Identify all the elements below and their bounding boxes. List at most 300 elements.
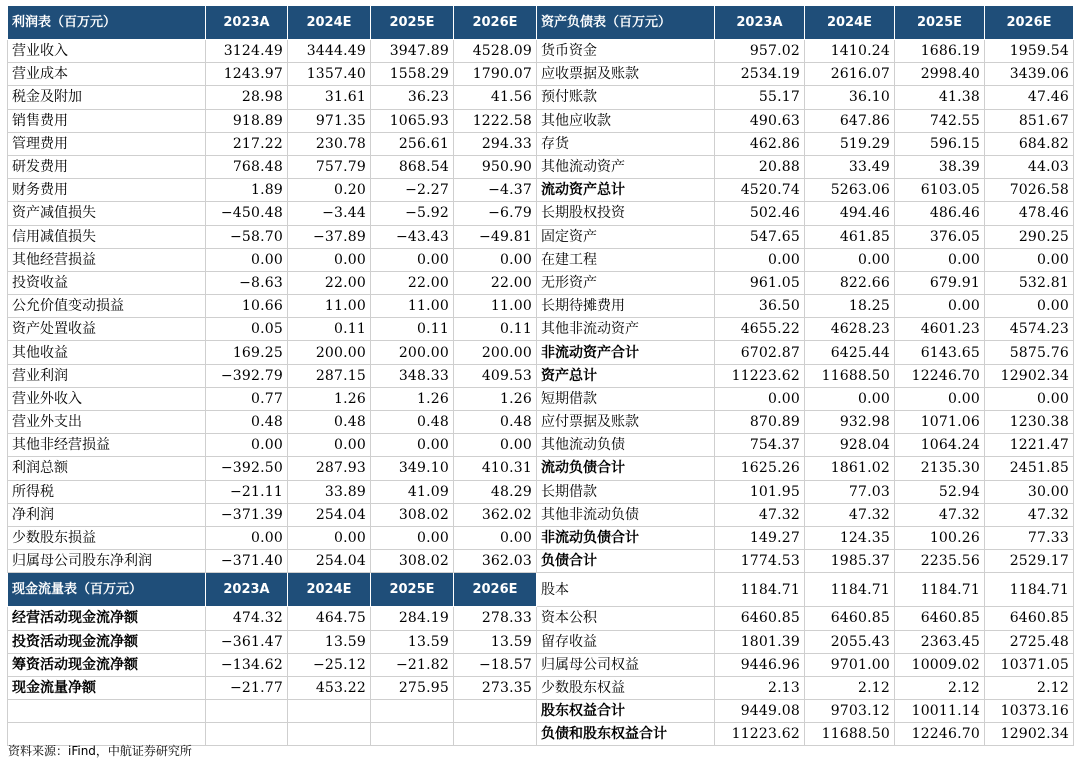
income-item-value: 1790.07 — [454, 63, 537, 86]
income-item-value: 10.66 — [206, 295, 288, 318]
income-item-value: 3947.89 — [371, 40, 454, 63]
income-item-value: −371.39 — [206, 503, 288, 526]
income-item-name: 归属母公司股东净利润 — [8, 550, 206, 573]
balance-item-value: 10371.05 — [985, 653, 1074, 676]
balance-item-value: 4574.23 — [985, 318, 1074, 341]
balance-item-name: 其他流动负债 — [537, 434, 715, 457]
balance-item-name: 在建工程 — [537, 248, 715, 271]
income-item-value: 22.00 — [371, 271, 454, 294]
income-item-value: 348.33 — [371, 364, 454, 387]
income-item-value: 254.04 — [288, 503, 371, 526]
year-header: 2023A — [206, 6, 288, 40]
table-row — [8, 63, 1074, 86]
balance-item-value: 519.29 — [805, 132, 895, 155]
balance-item-value: 47.32 — [895, 503, 985, 526]
empty-cell — [454, 723, 537, 746]
income-item-name: 经营活动现金流净额 — [8, 607, 206, 630]
balance-item-name: 长期借款 — [537, 480, 715, 503]
balance-item-value: 47.46 — [985, 86, 1074, 109]
balance-item-value: 1071.06 — [895, 411, 985, 434]
balance-item-value: 932.98 — [805, 411, 895, 434]
balance-item-value: 1184.71 — [805, 573, 895, 607]
balance-item-value: 1221.47 — [985, 434, 1074, 457]
income-item-value: 13.59 — [288, 630, 371, 653]
income-item-name: 公允价值变动损益 — [8, 295, 206, 318]
balance-item-value: 2616.07 — [805, 63, 895, 86]
balance-item-value: 2055.43 — [805, 630, 895, 653]
income-item-value: 200.00 — [288, 341, 371, 364]
income-statement-title: 利润表（百万元） — [8, 6, 206, 40]
income-item-value: 1357.40 — [288, 63, 371, 86]
balance-item-name: 其他非流动资产 — [537, 318, 715, 341]
balance-item-value: 961.05 — [715, 271, 805, 294]
balance-item-value: 6143.65 — [895, 341, 985, 364]
balance-item-value: 4655.22 — [715, 318, 805, 341]
income-item-value: 22.00 — [288, 271, 371, 294]
balance-item-value: 5263.06 — [805, 179, 895, 202]
balance-item-value: 2.12 — [805, 676, 895, 699]
year-header: 2025E — [895, 6, 985, 40]
income-item-value: 410.31 — [454, 457, 537, 480]
income-item-value: −21.77 — [206, 676, 288, 699]
balance-item-name: 其他流动资产 — [537, 155, 715, 178]
balance-item-value: 33.49 — [805, 155, 895, 178]
income-item-name: 营业成本 — [8, 63, 206, 86]
table-row — [8, 607, 1074, 630]
income-item-value: −134.62 — [206, 653, 288, 676]
balance-item-value: 596.15 — [895, 132, 985, 155]
balance-item-value: 4520.74 — [715, 179, 805, 202]
balance-item-value: 44.03 — [985, 155, 1074, 178]
balance-item-value: 376.05 — [895, 225, 985, 248]
header-row — [8, 6, 1074, 40]
balance-item-name: 归属母公司权益 — [537, 653, 715, 676]
balance-item-name: 负债和股东权益合计 — [537, 723, 715, 746]
income-item-value: 1.26 — [371, 387, 454, 410]
balance-item-value: 490.63 — [715, 109, 805, 132]
balance-item-name: 长期待摊费用 — [537, 295, 715, 318]
income-item-name: 筹资活动现金流净额 — [8, 653, 206, 676]
income-item-value: 13.59 — [371, 630, 454, 653]
income-item-name: 税金及附加 — [8, 86, 206, 109]
balance-item-value: 20.88 — [715, 155, 805, 178]
balance-item-value: 6702.87 — [715, 341, 805, 364]
balance-item-value: 1184.71 — [715, 573, 805, 607]
income-item-value: 273.35 — [454, 676, 537, 699]
table-row — [8, 630, 1074, 653]
income-item-value: 254.04 — [288, 550, 371, 573]
balance-item-value: 0.00 — [895, 248, 985, 271]
financial-statements-table — [7, 5, 1074, 746]
balance-item-value: 100.26 — [895, 526, 985, 549]
income-item-value: 1222.58 — [454, 109, 537, 132]
balance-item-value: 11688.50 — [805, 364, 895, 387]
income-item-name: 所得税 — [8, 480, 206, 503]
income-item-value: 0.00 — [454, 434, 537, 457]
income-item-name: 营业收入 — [8, 40, 206, 63]
balance-item-value: 6460.85 — [805, 607, 895, 630]
balance-item-name: 应付票据及账款 — [537, 411, 715, 434]
balance-item-name: 预付账款 — [537, 86, 715, 109]
income-item-value: −21.11 — [206, 480, 288, 503]
income-item-value: 0.77 — [206, 387, 288, 410]
balance-item-value: 7026.58 — [985, 179, 1074, 202]
income-item-value: 217.22 — [206, 132, 288, 155]
table-row — [8, 86, 1074, 109]
balance-item-name: 其他应收款 — [537, 109, 715, 132]
balance-item-value: 2.12 — [985, 676, 1074, 699]
income-item-value: −2.27 — [371, 179, 454, 202]
balance-item-value: 2.13 — [715, 676, 805, 699]
balance-item-value: 1064.24 — [895, 434, 985, 457]
income-item-name: 营业外收入 — [8, 387, 206, 410]
income-item-value: −49.81 — [454, 225, 537, 248]
income-item-value: 41.09 — [371, 480, 454, 503]
income-item-value: −43.43 — [371, 225, 454, 248]
income-item-value: −25.12 — [288, 653, 371, 676]
income-item-value: 275.95 — [371, 676, 454, 699]
balance-item-value: 754.37 — [715, 434, 805, 457]
table-row — [8, 700, 1074, 723]
year-header: 2023A — [206, 573, 288, 607]
income-item-value: 0.00 — [288, 526, 371, 549]
year-header: 2026E — [454, 6, 537, 40]
balance-item-value: 9449.08 — [715, 700, 805, 723]
income-item-value: 0.11 — [454, 318, 537, 341]
income-item-value: 0.00 — [371, 248, 454, 271]
income-item-value: 308.02 — [371, 550, 454, 573]
balance-item-value: 1861.02 — [805, 457, 895, 480]
table-row — [8, 503, 1074, 526]
table-row — [8, 295, 1074, 318]
balance-item-value: 462.86 — [715, 132, 805, 155]
balance-item-name: 长期股权投资 — [537, 202, 715, 225]
balance-item-value: 38.39 — [895, 155, 985, 178]
income-item-value: 33.89 — [288, 480, 371, 503]
table-row — [8, 179, 1074, 202]
balance-item-name: 应收票据及账款 — [537, 63, 715, 86]
income-item-value: −371.40 — [206, 550, 288, 573]
balance-item-value: 1801.39 — [715, 630, 805, 653]
balance-item-value: 2998.40 — [895, 63, 985, 86]
balance-item-value: 1959.54 — [985, 40, 1074, 63]
income-item-name: 现金流量净额 — [8, 676, 206, 699]
income-item-value: 31.61 — [288, 86, 371, 109]
income-item-name: 资产处置收益 — [8, 318, 206, 341]
balance-item-value: 2534.19 — [715, 63, 805, 86]
balance-item-value: 0.00 — [805, 387, 895, 410]
balance-item-value: 6460.85 — [715, 607, 805, 630]
income-item-value: 0.11 — [371, 318, 454, 341]
table-row — [8, 341, 1074, 364]
income-item-value: 0.00 — [288, 434, 371, 457]
balance-item-value: 2135.30 — [895, 457, 985, 480]
year-header: 2025E — [371, 6, 454, 40]
income-item-name: 少数股东损益 — [8, 526, 206, 549]
balance-item-value: 11223.62 — [715, 364, 805, 387]
balance-item-value: 461.85 — [805, 225, 895, 248]
table-row — [8, 434, 1074, 457]
income-item-value: 28.98 — [206, 86, 288, 109]
balance-item-value: 4628.23 — [805, 318, 895, 341]
table-row — [8, 526, 1074, 549]
balance-item-value: 1410.24 — [805, 40, 895, 63]
table-row — [8, 457, 1074, 480]
income-item-value: 1558.29 — [371, 63, 454, 86]
income-item-value: 362.03 — [454, 550, 537, 573]
income-item-value: −392.79 — [206, 364, 288, 387]
balance-item-value: 0.00 — [715, 248, 805, 271]
balance-item-value: 2451.85 — [985, 457, 1074, 480]
income-item-value: 757.79 — [288, 155, 371, 178]
balance-item-value: 0.00 — [985, 387, 1074, 410]
income-item-value: 0.48 — [288, 411, 371, 434]
income-item-value: −392.50 — [206, 457, 288, 480]
source-note: 资料来源：iFind，中航证券研究所 — [8, 744, 192, 758]
balance-item-value: 1985.37 — [805, 550, 895, 573]
balance-item-value: 647.86 — [805, 109, 895, 132]
balance-item-value: 6460.85 — [985, 607, 1074, 630]
year-header: 2026E — [985, 6, 1074, 40]
income-item-name: 其他收益 — [8, 341, 206, 364]
balance-item-value: 486.46 — [895, 202, 985, 225]
empty-cell — [206, 700, 288, 723]
income-item-name: 营业外支出 — [8, 411, 206, 434]
income-item-value: 11.00 — [454, 295, 537, 318]
balance-item-value: 12246.70 — [895, 364, 985, 387]
income-item-value: −58.70 — [206, 225, 288, 248]
table-row — [8, 411, 1074, 434]
income-item-value: 22.00 — [454, 271, 537, 294]
income-item-name: 其他非经营损益 — [8, 434, 206, 457]
income-item-value: 474.32 — [206, 607, 288, 630]
income-item-value: 0.00 — [206, 434, 288, 457]
balance-item-value: 18.25 — [805, 295, 895, 318]
income-item-value: 278.33 — [454, 607, 537, 630]
balance-item-value: 0.00 — [895, 295, 985, 318]
balance-item-value: 3439.06 — [985, 63, 1074, 86]
income-item-value: 169.25 — [206, 341, 288, 364]
balance-item-name: 负债合计 — [537, 550, 715, 573]
balance-item-value: 0.00 — [985, 248, 1074, 271]
income-item-value: 1.89 — [206, 179, 288, 202]
income-item-value: 918.89 — [206, 109, 288, 132]
balance-item-value: 0.00 — [805, 248, 895, 271]
balance-item-value: 55.17 — [715, 86, 805, 109]
balance-item-value: 0.00 — [985, 295, 1074, 318]
income-item-name: 投资活动现金流净额 — [8, 630, 206, 653]
income-item-value: 3124.49 — [206, 40, 288, 63]
income-item-value: 950.90 — [454, 155, 537, 178]
balance-item-value: 547.65 — [715, 225, 805, 248]
income-item-value: 284.19 — [371, 607, 454, 630]
income-item-value: 349.10 — [371, 457, 454, 480]
empty-cell — [454, 700, 537, 723]
income-item-value: 0.00 — [371, 434, 454, 457]
balance-item-name: 资本公积 — [537, 607, 715, 630]
balance-item-value: 0.00 — [715, 387, 805, 410]
balance-item-value: 12902.34 — [985, 723, 1074, 746]
income-item-name: 研发费用 — [8, 155, 206, 178]
balance-item-value: 12246.70 — [895, 723, 985, 746]
income-item-value: −4.37 — [454, 179, 537, 202]
income-item-value: 0.00 — [206, 248, 288, 271]
balance-item-name: 非流动负债合计 — [537, 526, 715, 549]
balance-item-value: 2.12 — [895, 676, 985, 699]
balance-item-name: 少数股东权益 — [537, 676, 715, 699]
income-item-value: 0.05 — [206, 318, 288, 341]
balance-item-value: 957.02 — [715, 40, 805, 63]
balance-item-value: 47.32 — [715, 503, 805, 526]
income-item-value: 1065.93 — [371, 109, 454, 132]
balance-item-value: 10011.14 — [895, 700, 985, 723]
table-row — [8, 271, 1074, 294]
balance-item-value: 77.33 — [985, 526, 1074, 549]
income-item-value: 41.56 — [454, 86, 537, 109]
balance-item-name: 流动资产总计 — [537, 179, 715, 202]
balance-item-name: 存货 — [537, 132, 715, 155]
income-item-value: −6.79 — [454, 202, 537, 225]
balance-item-name: 资产总计 — [537, 364, 715, 387]
income-item-name: 其他经营损益 — [8, 248, 206, 271]
income-item-value: 230.78 — [288, 132, 371, 155]
balance-item-value: 742.55 — [895, 109, 985, 132]
balance-item-value: 532.81 — [985, 271, 1074, 294]
income-item-name: 投资收益 — [8, 271, 206, 294]
balance-item-value: 1625.26 — [715, 457, 805, 480]
income-item-value: −37.89 — [288, 225, 371, 248]
balance-item-name: 其他非流动负债 — [537, 503, 715, 526]
balance-item-value: 124.35 — [805, 526, 895, 549]
income-item-value: 200.00 — [454, 341, 537, 364]
balance-item-value: 502.46 — [715, 202, 805, 225]
balance-item-name: 股东权益合计 — [537, 700, 715, 723]
table-row — [8, 248, 1074, 271]
balance-item-value: 1686.19 — [895, 40, 985, 63]
income-item-value: 11.00 — [288, 295, 371, 318]
balance-item-value: 9446.96 — [715, 653, 805, 676]
balance-item-name: 股本 — [537, 573, 715, 607]
balance-item-name: 非流动资产合计 — [537, 341, 715, 364]
balance-item-value: 1184.71 — [985, 573, 1074, 607]
balance-item-value: 9703.12 — [805, 700, 895, 723]
income-item-value: 36.23 — [371, 86, 454, 109]
balance-item-value: 2235.56 — [895, 550, 985, 573]
income-item-name: 营业利润 — [8, 364, 206, 387]
income-item-value: 971.35 — [288, 109, 371, 132]
income-item-value: −18.57 — [454, 653, 537, 676]
income-item-value: 0.00 — [371, 526, 454, 549]
balance-item-value: 11688.50 — [805, 723, 895, 746]
balance-item-value: 47.32 — [805, 503, 895, 526]
income-item-value: 0.48 — [371, 411, 454, 434]
income-item-value: 200.00 — [371, 341, 454, 364]
income-item-value: −361.47 — [206, 630, 288, 653]
balance-item-value: 11223.62 — [715, 723, 805, 746]
empty-cell — [371, 700, 454, 723]
balance-sheet-title: 资产负债表（百万元） — [537, 6, 715, 40]
balance-item-value: 928.04 — [805, 434, 895, 457]
income-item-value: 0.20 — [288, 179, 371, 202]
year-header: 2024E — [805, 6, 895, 40]
balance-item-value: 6103.05 — [895, 179, 985, 202]
table-row — [8, 387, 1074, 410]
balance-item-value: 101.95 — [715, 480, 805, 503]
income-item-name: 利润总额 — [8, 457, 206, 480]
balance-item-value: 4601.23 — [895, 318, 985, 341]
table-row — [8, 132, 1074, 155]
balance-item-value: 6460.85 — [895, 607, 985, 630]
balance-item-name: 无形资产 — [537, 271, 715, 294]
year-header: 2025E — [371, 573, 454, 607]
income-item-value: 13.59 — [454, 630, 537, 653]
balance-item-value: 10009.02 — [895, 653, 985, 676]
balance-item-name: 货币资金 — [537, 40, 715, 63]
income-item-value: −450.48 — [206, 202, 288, 225]
balance-item-value: 2725.48 — [985, 630, 1074, 653]
balance-item-name: 短期借款 — [537, 387, 715, 410]
balance-item-value: 679.91 — [895, 271, 985, 294]
year-header: 2023A — [715, 6, 805, 40]
income-item-name: 财务费用 — [8, 179, 206, 202]
income-item-value: 0.48 — [206, 411, 288, 434]
balance-item-value: 0.00 — [895, 387, 985, 410]
table-row — [8, 225, 1074, 248]
income-item-value: 294.33 — [454, 132, 537, 155]
income-item-value: 0.11 — [288, 318, 371, 341]
income-item-name: 管理费用 — [8, 132, 206, 155]
income-item-value: −8.63 — [206, 271, 288, 294]
income-item-name: 销售费用 — [8, 109, 206, 132]
income-item-value: 308.02 — [371, 503, 454, 526]
income-item-value: 256.61 — [371, 132, 454, 155]
balance-item-value: 5875.76 — [985, 341, 1074, 364]
balance-item-value: 6425.44 — [805, 341, 895, 364]
income-item-name: 资产减值损失 — [8, 202, 206, 225]
balance-item-value: 41.38 — [895, 86, 985, 109]
empty-cell — [371, 723, 454, 746]
balance-item-value: 1230.38 — [985, 411, 1074, 434]
income-item-value: 11.00 — [371, 295, 454, 318]
income-item-value: −21.82 — [371, 653, 454, 676]
balance-item-value: 822.66 — [805, 271, 895, 294]
balance-item-value: 2529.17 — [985, 550, 1074, 573]
balance-item-value: 47.32 — [985, 503, 1074, 526]
income-item-value: −3.44 — [288, 202, 371, 225]
table-row — [8, 480, 1074, 503]
income-item-value: 1.26 — [288, 387, 371, 410]
table-row — [8, 202, 1074, 225]
income-item-value: 287.15 — [288, 364, 371, 387]
income-item-value: 0.00 — [206, 526, 288, 549]
balance-item-value: 851.67 — [985, 109, 1074, 132]
balance-item-value: 2363.45 — [895, 630, 985, 653]
income-item-value: 0.00 — [454, 526, 537, 549]
income-item-value: 1243.97 — [206, 63, 288, 86]
balance-item-value: 36.10 — [805, 86, 895, 109]
income-item-value: 0.00 — [288, 248, 371, 271]
balance-item-value: 10373.16 — [985, 700, 1074, 723]
year-header: 2024E — [288, 6, 371, 40]
income-item-value: 4528.09 — [454, 40, 537, 63]
balance-item-value: 478.46 — [985, 202, 1074, 225]
balance-item-value: 1184.71 — [895, 573, 985, 607]
table-row — [8, 364, 1074, 387]
income-item-value: 48.29 — [454, 480, 537, 503]
income-item-value: 868.54 — [371, 155, 454, 178]
income-item-value: 0.00 — [454, 248, 537, 271]
balance-item-value: 30.00 — [985, 480, 1074, 503]
